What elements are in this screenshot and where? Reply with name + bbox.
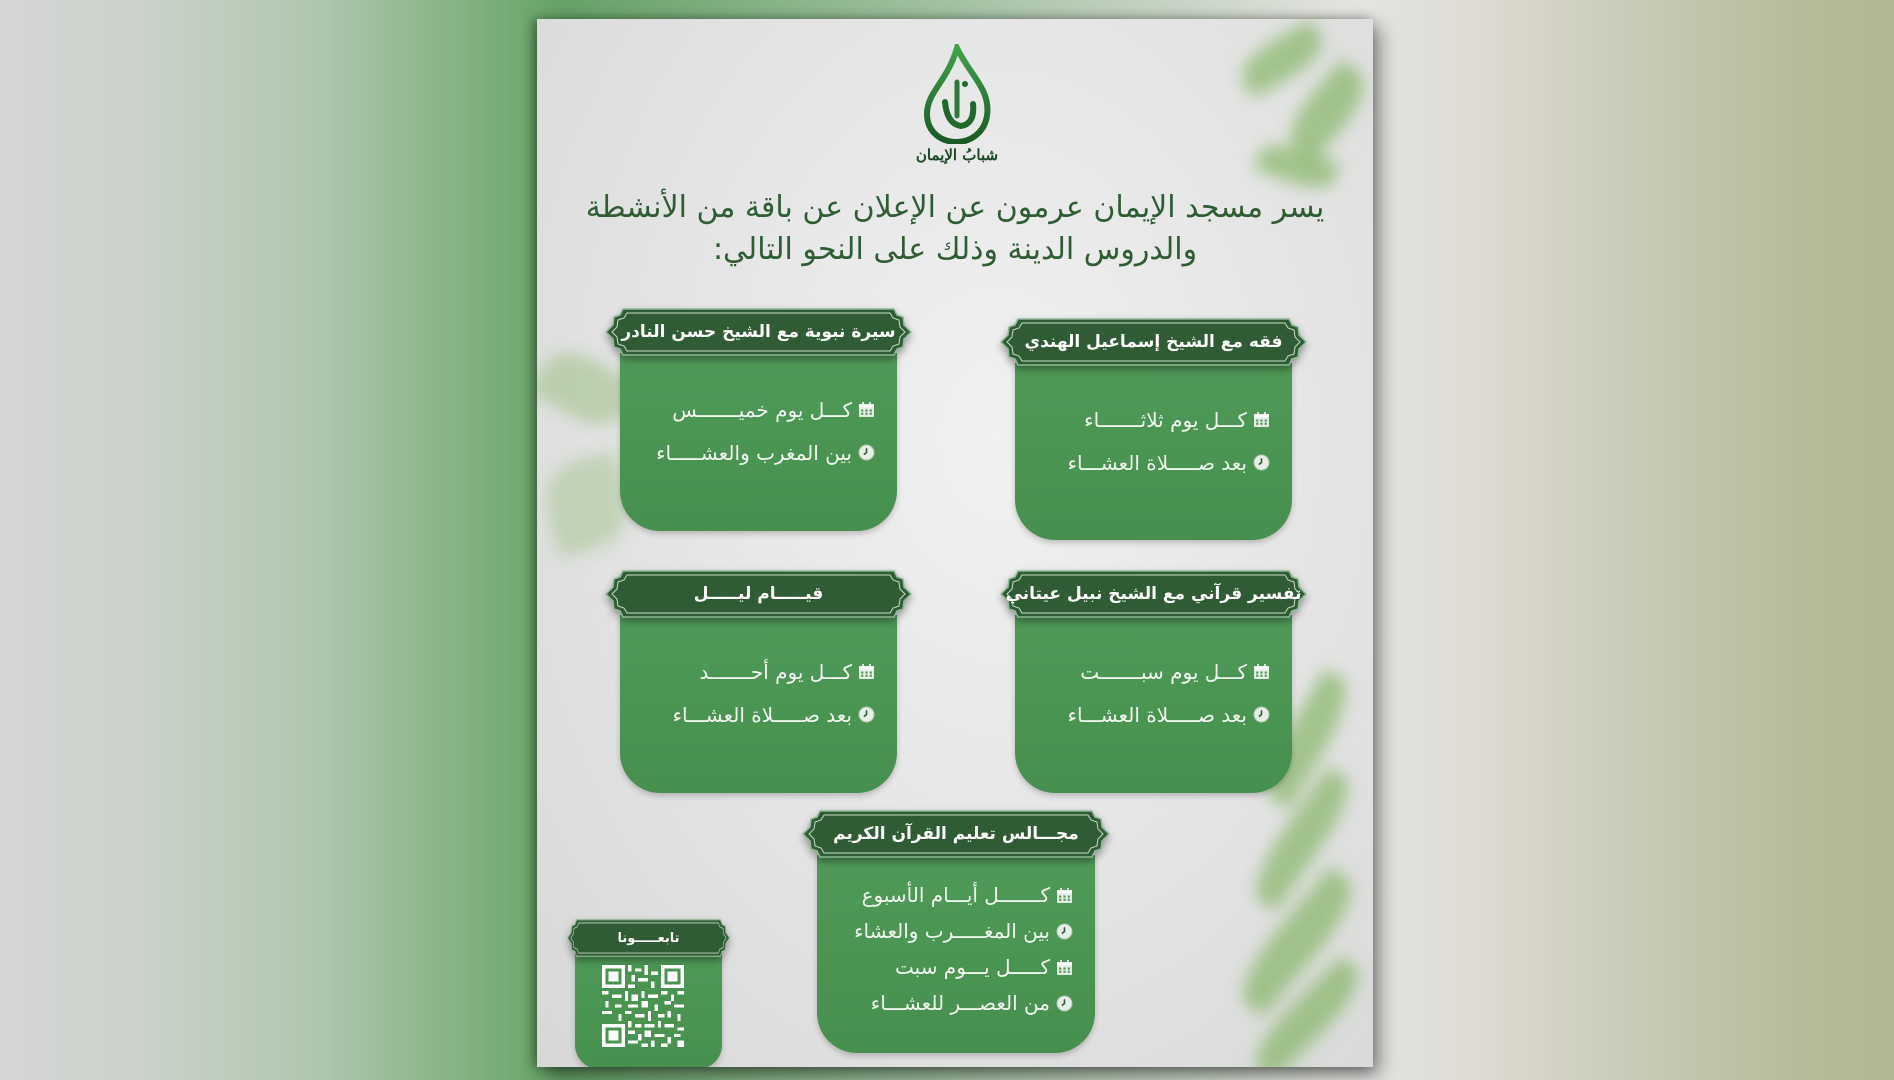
qr-code[interactable] (602, 965, 684, 1047)
card-banner (802, 805, 1110, 863)
card-banner (1000, 565, 1307, 623)
leaf-decoration-top-right (1233, 19, 1331, 99)
schedule-time-row (642, 431, 875, 474)
schedule-time-text: بعد صـــــلاة العشـــاء (672, 702, 852, 727)
schedule-day-row (1037, 398, 1270, 441)
calendar-icon (1253, 663, 1270, 680)
intro-heading (577, 187, 1333, 271)
intro-line-1: يسر مسجد الإيمان عرمون عن الإعلان عن باقة من الأنشطة (585, 190, 1325, 225)
activity-card-tafsir (1000, 565, 1307, 793)
schedule-day-text: كـــل يوم ثلاثـــــــاء (1084, 407, 1247, 432)
card-banner (605, 565, 912, 623)
schedule-time-row (642, 693, 875, 736)
card-banner (1000, 313, 1307, 371)
clock-icon (1056, 995, 1073, 1012)
calendar-icon (1253, 411, 1270, 428)
schedule-time-text: بعد صـــــلاة العشـــاء (1067, 450, 1247, 475)
activity-card-fiqh (1000, 313, 1307, 540)
schedule-time-row (839, 985, 1073, 1021)
schedule-time-text: من العصـــر للعشـــاء (870, 991, 1050, 1015)
schedule-time-row (1037, 441, 1270, 484)
qr-code-icon (602, 965, 684, 1047)
clock-icon (1253, 706, 1270, 723)
activity-card-seerah (605, 303, 912, 531)
card-banner (605, 303, 912, 361)
schedule-day-text: كـــل يوم سبـــــــت (1080, 659, 1247, 684)
logo-emblem-icon (917, 44, 997, 144)
card-title: مجـــالس تعليم القرآن الكريم (833, 824, 1079, 844)
schedule-time-row (839, 913, 1073, 949)
follow-us-card (567, 915, 730, 1067)
schedule-time-text: بين المغرب والعشـــــاء (656, 440, 852, 465)
clock-icon (858, 706, 875, 723)
schedule-day-row (839, 949, 1073, 985)
schedule-day-text: كـــل يوم خميـــــــس (672, 397, 852, 422)
schedule-day-row (1037, 650, 1270, 693)
schedule-day-text: كـــل يوم أحـــــــد (699, 659, 852, 684)
card-rows (1015, 650, 1292, 736)
card-rows (1015, 398, 1292, 484)
card-title: قيـــــام ليـــــل (693, 584, 824, 604)
schedule-time-text: بين المغـــــرب والعشاء (854, 919, 1050, 943)
clock-icon (858, 444, 875, 461)
announcement-poster (537, 19, 1373, 1067)
intro-line-2: والدروس الدينة وذلك على النحو التالي: (712, 232, 1198, 267)
clock-icon (1253, 454, 1270, 471)
follow-us-title: تابعـــــونا (617, 930, 680, 946)
schedule-day-row (642, 650, 875, 693)
card-title: فقه مع الشيخ إسماعيل الهندي (1024, 332, 1283, 352)
card-rows (817, 877, 1095, 1021)
activity-card-qiyam (605, 565, 912, 793)
schedule-day-row (642, 388, 875, 431)
activity-card-quran (802, 805, 1110, 1053)
card-rows (620, 650, 897, 736)
clock-icon (1056, 923, 1073, 940)
schedule-day-text: كـــــــل أيـــام الأسبوع (861, 883, 1050, 907)
schedule-time-row (1037, 693, 1270, 736)
card-title: سيرة نبوية مع الشيخ حسن النادر (621, 322, 896, 342)
card-banner (567, 915, 730, 961)
logo-caption: شبابُ الإيمان (915, 146, 999, 164)
calendar-icon (1056, 887, 1073, 904)
schedule-day-text: كـــــل يـــوم سبت (895, 955, 1050, 979)
schedule-time-text: بعد صـــــلاة العشـــاء (1067, 702, 1247, 727)
logo (902, 44, 1012, 169)
calendar-icon (858, 401, 875, 418)
calendar-icon (858, 663, 875, 680)
schedule-day-row (839, 877, 1073, 913)
calendar-icon (1056, 959, 1073, 976)
card-rows (620, 388, 897, 474)
card-title: تفسير قرآني مع الشيخ نبيل عيتاني (1005, 584, 1302, 604)
